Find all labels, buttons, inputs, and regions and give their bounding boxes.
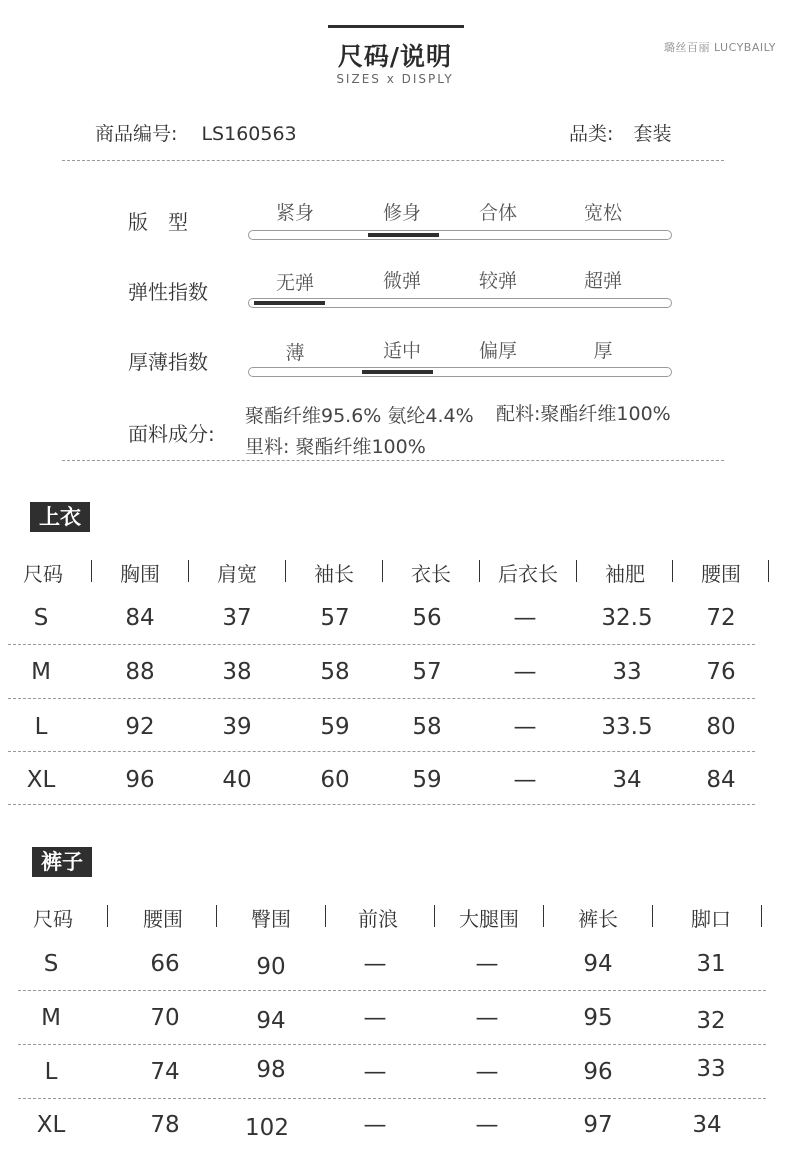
page-title: 尺码/说明	[337, 42, 453, 71]
header-separator	[216, 905, 217, 927]
row-divider	[8, 804, 755, 805]
fabric-accessory: 配料:聚酯纤维100%	[496, 403, 671, 425]
elasticity-option: 微弹	[382, 270, 421, 292]
header-top-line	[328, 25, 464, 28]
fabric-main: 聚酯纤维95.6% 氨纶4.4%	[245, 405, 474, 427]
thickness-option: 偏厚	[478, 340, 517, 362]
table-cell: M	[41, 1005, 61, 1031]
table-cell: L	[34, 714, 48, 740]
thickness-scale-marker	[362, 370, 433, 374]
top-section-tag: 上衣	[30, 502, 90, 532]
table-cell: 33.5	[601, 714, 653, 740]
elasticity-scale-track	[248, 298, 672, 308]
table-cell: 60	[320, 767, 350, 793]
table-cell: 70	[150, 1005, 180, 1031]
table-cell: 66	[150, 951, 180, 977]
table-cell: —	[363, 1005, 387, 1031]
fit-option: 宽松	[583, 202, 622, 224]
category-label: 品类:	[569, 123, 614, 145]
table-cell: 34	[692, 1112, 722, 1138]
top-header-waist: 腰围	[701, 562, 741, 586]
table-cell: 76	[706, 659, 736, 685]
table-cell: 58	[320, 659, 350, 685]
table-cell: —	[475, 951, 499, 977]
table-cell: 90	[256, 954, 286, 980]
table-cell: S	[33, 605, 49, 631]
product-category	[569, 119, 671, 146]
pants-header-thigh: 大腿围	[459, 907, 519, 931]
table-cell: —	[513, 659, 537, 685]
table-row	[0, 659, 790, 689]
table-cell: XL	[36, 1112, 66, 1138]
row-divider	[18, 1044, 766, 1045]
table-cell: 95	[583, 1005, 613, 1031]
table-cell: 57	[412, 659, 442, 685]
elasticity-option: 较弹	[478, 270, 517, 292]
header-separator	[285, 560, 286, 582]
table-cell: 92	[125, 714, 155, 740]
category-value: 套装	[633, 123, 672, 145]
pants-header-size: 尺码	[33, 907, 73, 931]
table-cell: 32	[696, 1008, 726, 1034]
table-row	[0, 767, 790, 797]
table-cell: 78	[150, 1112, 180, 1138]
pants-header-hip: 臀围	[251, 907, 291, 931]
thickness-scale-track	[248, 367, 672, 377]
top-header-length: 衣长	[411, 562, 451, 586]
row-divider	[8, 644, 755, 645]
table-cell: 40	[222, 767, 252, 793]
header-separator	[434, 905, 435, 927]
thickness-option: 适中	[382, 340, 421, 362]
table-cell: M	[31, 659, 51, 685]
fit-option: 紧身	[275, 202, 314, 224]
table-row	[0, 1112, 790, 1142]
table-cell: 31	[696, 951, 726, 977]
table-cell: S	[43, 951, 59, 977]
product-code-label: 商品编号:	[95, 123, 178, 145]
top-header-sleeve-width: 袖肥	[605, 562, 645, 586]
header-separator	[91, 560, 92, 582]
table-cell: —	[513, 605, 537, 631]
table-cell: 88	[125, 659, 155, 685]
product-code-value: LS160563	[201, 123, 297, 145]
table-row	[0, 951, 790, 981]
divider	[62, 460, 724, 461]
table-cell: L	[44, 1059, 58, 1085]
thickness-option: 厚	[593, 340, 613, 362]
fit-option: 合体	[478, 202, 517, 224]
top-header-shoulder: 肩宽	[217, 562, 257, 586]
table-row	[0, 1005, 790, 1035]
table-row	[0, 714, 790, 744]
table-cell: 37	[222, 605, 252, 631]
header-separator	[479, 560, 480, 582]
table-cell: 96	[583, 1059, 613, 1085]
table-cell: 84	[125, 605, 155, 631]
table-cell: —	[513, 767, 537, 793]
table-cell: 72	[706, 605, 736, 631]
elasticity-label: 弹性指数	[128, 280, 208, 304]
header-separator	[672, 560, 673, 582]
row-divider	[8, 698, 755, 699]
table-cell: 59	[320, 714, 350, 740]
table-cell: 56	[412, 605, 442, 631]
elasticity-option: 超弹	[583, 270, 622, 292]
fit-scale-marker	[368, 233, 439, 237]
pants-header-hem: 脚口	[691, 907, 731, 931]
header-separator	[325, 905, 326, 927]
top-header-size: 尺码	[23, 562, 63, 586]
header-separator	[768, 560, 769, 582]
pants-header-rise: 前浪	[358, 907, 398, 931]
table-cell: 94	[256, 1008, 286, 1034]
row-divider	[8, 751, 755, 752]
product-code	[95, 119, 297, 146]
table-cell: 38	[222, 659, 252, 685]
table-cell: —	[475, 1112, 499, 1138]
top-header-back-length: 后衣长	[498, 562, 558, 586]
header-separator	[188, 560, 189, 582]
table-cell: 57	[320, 605, 350, 631]
elasticity-scale-marker	[254, 301, 325, 305]
table-cell: 80	[706, 714, 736, 740]
table-cell: 96	[125, 767, 155, 793]
fit-label: 版 型	[128, 210, 188, 234]
table-cell: —	[363, 951, 387, 977]
table-cell: 97	[583, 1112, 613, 1138]
pants-header-waist: 腰围	[143, 907, 183, 931]
top-header-sleeve-length: 袖长	[314, 562, 354, 586]
header-separator	[761, 905, 762, 927]
divider	[62, 160, 724, 161]
table-cell: —	[475, 1005, 499, 1031]
table-cell: 102	[245, 1115, 289, 1141]
row-divider	[18, 1098, 766, 1099]
row-divider	[18, 990, 766, 991]
table-cell: 33	[696, 1056, 726, 1082]
table-row	[0, 605, 790, 635]
table-cell: 39	[222, 714, 252, 740]
brand-name: 璐丝百丽 LUCYBAILY	[663, 41, 776, 54]
pants-header-length: 裤长	[578, 907, 618, 931]
table-cell: —	[513, 714, 537, 740]
thickness-label: 厚薄指数	[128, 350, 208, 374]
header-separator	[576, 560, 577, 582]
fit-scale-track	[248, 230, 672, 240]
table-cell: —	[475, 1059, 499, 1085]
header-separator	[543, 905, 544, 927]
table-cell: 32.5	[601, 605, 653, 631]
header-separator	[652, 905, 653, 927]
table-cell: 94	[583, 951, 613, 977]
thickness-option: 薄	[285, 342, 305, 364]
table-cell: 58	[412, 714, 442, 740]
table-cell: 98	[256, 1057, 286, 1083]
fit-option: 修身	[382, 202, 421, 224]
table-cell: 34	[612, 767, 642, 793]
table-cell: 59	[412, 767, 442, 793]
top-header-chest: 胸围	[120, 562, 160, 586]
fabric-label: 面料成分:	[128, 422, 215, 446]
table-cell: 74	[150, 1059, 180, 1085]
elasticity-option: 无弹	[275, 272, 314, 294]
page-subtitle: SIZES x DISPLY	[336, 72, 454, 86]
table-cell: 33	[612, 659, 642, 685]
pants-section-tag: 裤子	[32, 847, 92, 877]
table-cell: —	[363, 1059, 387, 1085]
table-cell: XL	[26, 767, 56, 793]
table-cell: 84	[706, 767, 736, 793]
table-cell: —	[363, 1112, 387, 1138]
header-separator	[107, 905, 108, 927]
fabric-lining: 里料: 聚酯纤维100%	[245, 436, 426, 458]
header-separator	[382, 560, 383, 582]
table-row	[0, 1056, 790, 1089]
